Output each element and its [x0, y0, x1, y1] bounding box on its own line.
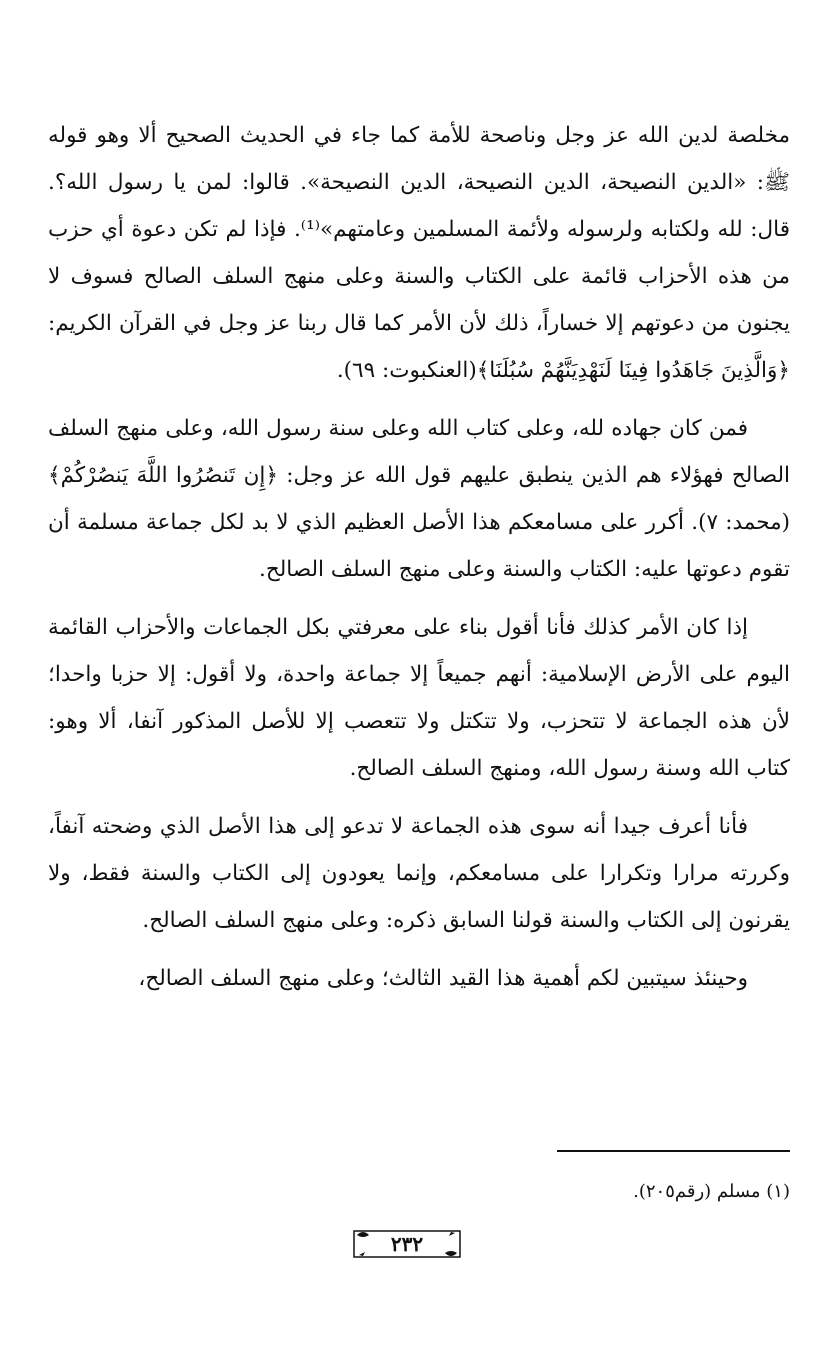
footnote: (١) مسلم (رقم٢٠٥).	[633, 1181, 790, 1202]
main-text	[48, 112, 790, 1013]
paragraph-5: وحينئذ سيتبين لكم أهمية هذا القيد الثالث؛ وعلى منهج السلف الصالح،	[138, 966, 748, 991]
paragraph-1: مخلصة لدين الله عز وجل وناصحة للأمة كما جاء في الحديث الصحيح ألا وهو قوله ﷺ: «الدين النصيحة، الدين النصيحة، الدين النصيحة». قالوا: لمن يا رسول الله؟. قال: لله ولكتابه ولرسوله ولأئمة المسلمين وعامتهم»⁽¹⁾. فإذا لم تكن دعوة أي حزب من هذه الأحزاب قائمة على الكتاب والسنة وعلى منهج السلف الصالح فسوف لا يجنون من دعوتهم إلا خساراً، ذلك لأن الأمر كما قال ربنا عز وجل في القرآن الكريم: ﴿وَالَّذِينَ جَاهَدُوا فِينَا لَنَهْدِيَنَّهُمْ سُبُلَنَا﴾(العنكبوت: ٦٩).	[48, 123, 790, 383]
footnote-separator	[557, 1150, 790, 1152]
paragraph-2: فمن كان جهاده لله، وعلى كتاب الله وعلى سنة رسول الله، وعلى منهج السلف الصالح فهؤلاء هم الذين ينطبق عليهم قول الله عز وجل: ﴿إِن تَنصُرُوا اللَّهَ يَنصُرْكُمْ﴾(محمد: ٧). أكرر على مسامعكم هذا الأصل العظيم الذي لا بد لكل جماعة مسلمة أن تقوم دعوتها عليه: الكتاب والسنة وعلى منهج السلف الصالح.	[48, 416, 790, 582]
paragraph-3: إذا كان الأمر كذلك فأنا أقول بناء على معرفتي بكل الجماعات والأحزاب القائمة اليوم على الأرض الإسلامية: أنهم جميعاً إلا جماعة واحدة، ولا أقول: إلا حزبا واحدا؛ لأن هذه الجماعة لا تتحزب، ولا تتكتل ولا تتعصب إلا للأصل المذكور آنفا، ألا وهو: كتاب الله وسنة رسول الله، ومنهج السلف الصالح.	[48, 615, 790, 781]
page-number-ornament	[351, 1227, 463, 1261]
paragraph-4: فأنا أعرف جيدا أنه سوى هذه الجماعة لا تدعو إلى هذا الأصل الذي وضحته آنفاً، وكررته مرارا وتكرارا على مسامعكم، وإنما يعودون إلى الكتاب والسنة فقط، ولا يقرنون إلى الكتاب والسنة قولنا السابق ذكره: وعلى منهج السلف الصالح.	[48, 814, 790, 933]
page-number: ٢٣٢	[390, 1232, 424, 1256]
